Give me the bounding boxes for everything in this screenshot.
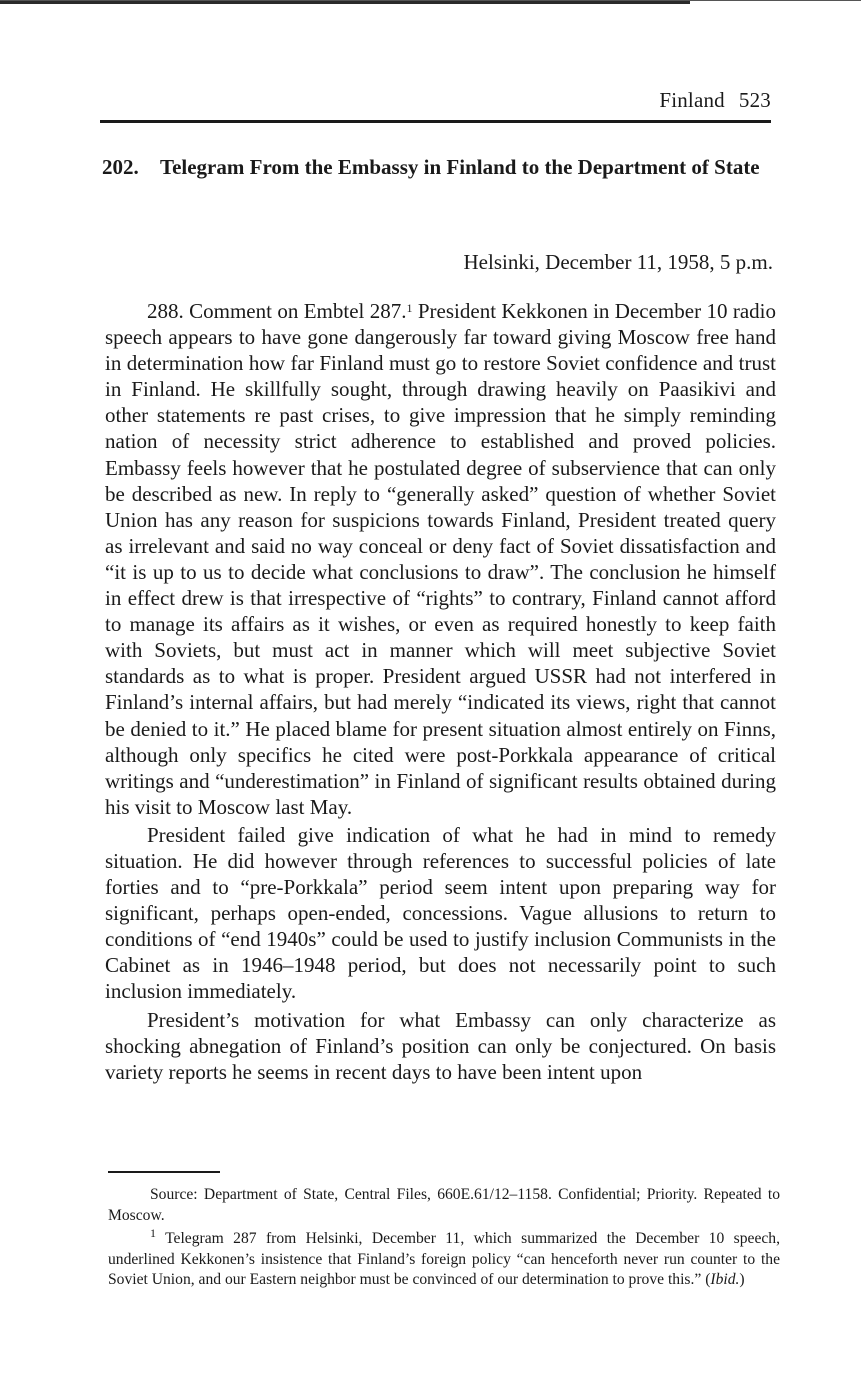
paragraph-1 bbox=[105, 298, 776, 820]
header-rule bbox=[100, 120, 771, 123]
dateline: Helsinki, December 11, 1958, 5 p.m. bbox=[463, 250, 773, 274]
body-text bbox=[105, 298, 776, 1085]
document-number: 202. bbox=[102, 155, 139, 179]
document-title: Telegram From the Embassy in Finland to the Department of State bbox=[160, 155, 760, 179]
running-head-section: Finland bbox=[659, 88, 725, 112]
footnote-1-text: Telegram 287 from Helsinki, December 11, which summarized the December 10 speech, underlined Kekkonen’s insistence that Finland’s foreign policy “can henceforth never run counter to the Soviet Union, and our Eastern neighbor must be convinced of our determination to prove this.” ( bbox=[108, 1230, 780, 1288]
paragraph-1-start: 288. Comment on Embtel 287. bbox=[147, 299, 407, 323]
source-note: Source: Department of State, Central Files, 660E.61/12–1158. Confidential; Priority. Repeated to Moscow. bbox=[108, 1186, 780, 1224]
footnote-1 bbox=[108, 1226, 780, 1291]
document-heading bbox=[102, 152, 772, 182]
scan-edge-line bbox=[0, 0, 861, 1]
paragraph-2: President failed give indication of what he had in mind to remedy situation. He did however through references to successful policies of late forties and to “pre-Porkkala” period seem intent upon preparing way for significant, perhaps open-ended, concessions. Vague allusions to return to conditions of “end 1940s” could be used to justify inclusion Communists in the Cabinet as in 1946–1948 period, but does not necessarily point to such inclusion immediately. bbox=[105, 822, 776, 1004]
footnote-ref-1: 1 bbox=[406, 301, 413, 315]
page-number: 523 bbox=[738, 88, 771, 112]
footnote-1-mark: 1 bbox=[150, 1226, 156, 1240]
footnote-1-close: ) bbox=[739, 1271, 745, 1288]
running-head bbox=[100, 88, 771, 113]
footnote-1-ibid: Ibid. bbox=[710, 1271, 740, 1288]
paragraph-3: President’s motivation for what Embassy can only characterize as shocking abnegation of Finland’s position can only be conjectured. On basis variety reports he seems in recent days to have been intent upon bbox=[105, 1007, 776, 1084]
paragraph-1-rest: President Kekkonen in December 10 radio speech appears to have gone dangerously far toward giving Moscow free hand in determination how far Finland must go to restore Soviet confidence and trust in Finland. He skillfully sought, through drawing heavily on Paasikivi and other statements re past crises, to give impression that he simply reminding nation of necessity strict adherence to established and proved policies. Embassy feels however that he postulated degree of subservience that can only be described as new. In reply to “generally asked” question of whether Soviet Union has any reason for suspicions towards Finland, President treated query as irrelevant and said no way conceal or deny fact of Soviet dissatisfaction and “it is up to us to decide what conclusions to draw”. The conclusion he himself in effect drew is that irrespective of “rights” to contrary, Finland cannot afford to manage its affairs as it wishes, or even as required honestly to keep faith with Soviets, but must act in manner which will meet subjective Soviet standards as to what is proper. President argued USSR had not interfered in Finland’s internal affairs, but had merely “indicated its views, right that cannot be denied to it.” He placed blame for present situation almost entirely on Finns, although only specifics he cited were post-Porkkala appearance of critical writings and “underestimation” in Finland of significant results obtained during his visit to Moscow last May. bbox=[105, 299, 776, 819]
footnotes bbox=[108, 1185, 780, 1291]
footnote-rule bbox=[108, 1171, 220, 1173]
